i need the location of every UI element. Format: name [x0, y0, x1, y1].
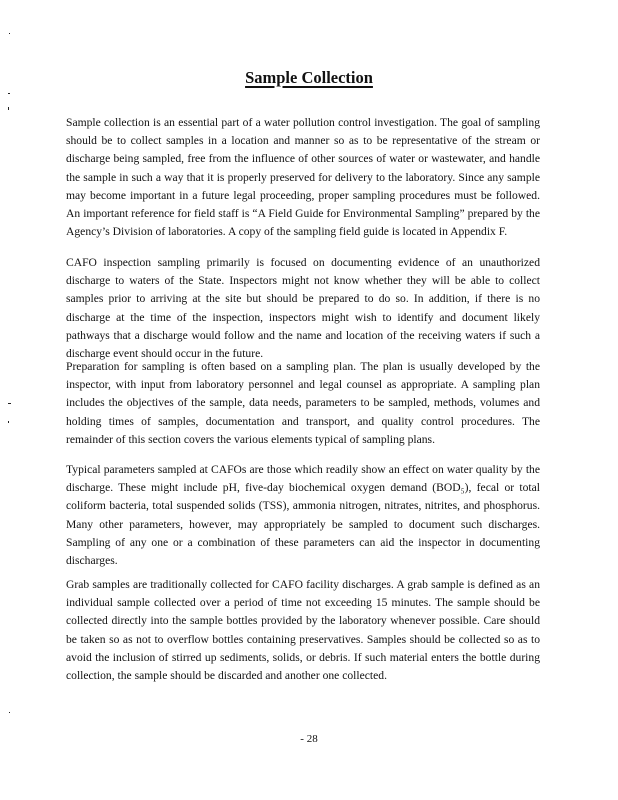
scan-artifact	[9, 33, 10, 34]
scan-artifact	[8, 107, 9, 110]
page-number: - 28	[300, 733, 318, 745]
scan-artifact	[8, 421, 9, 423]
page-title: Sample Collection	[245, 68, 373, 87]
scan-artifact	[9, 712, 10, 713]
paragraph-grab-samples: Grab samples are traditionally collected for CAFO facility discharges. A grab sample is defined as an individual sample collected over a period of time not exceeding 15 minutes. The sample should be collected directly into the sample bottles provided by the laboratory whenever possible. Care should be taken so as not to overflow bottles containing preservatives. Samples should be collected so as to avoid the inclusion of stirred up sediments, solids, or debris. If such material enters the bottle during collection, the sample should be discarded and another one collected.	[66, 578, 540, 683]
paragraph-typical-parameters: Typical parameters sampled at CAFOs are those which readily show an effect on water quality by the discharge. These might include pH, five-day biochemical oxygen demand (BOD₅), fecal or total coliform bacteria, total suspended solids (TSS), ammonia nitrogen, nitrates, nitrites, and phosphorus. Many other parameters, however, may appropriately be sampled to document such discharges. Sampling of any one or a combination of these parameters can aid the inspector in documenting discharges.	[66, 463, 540, 568]
scan-artifact	[8, 403, 11, 404]
paragraph-intro: Sample collection is an essential part of a water pollution control investigation. The goal of sampling should be to collect samples in a location and manner so as to be representative of the stream or discharge being sampled, free from the influence of other sources of water or wastewater, and handle the sample in such a way that it is properly preserved for delivery to the laboratory. Since any sample may become important in a future legal proceeding, proper sampling procedures must be followed. An important reference for field staff is “A Field Guide for Environmental Sampling” prepared by the Agency’s Division of laboratories. A copy of the sampling field guide is located in Appendix F.	[66, 116, 540, 239]
scan-artifact	[8, 93, 10, 94]
paragraph-cafo-inspection: CAFO inspection sampling primarily is focused on documenting evidence of an unauthorized discharge to waters of the State. Inspectors might not know whether they will be able to collect samples prior to arriving at the site but should be prepared to do so. In addition, if there is no discharge at the time of the inspection, inspectors might wish to identify and document likely pathways that a discharge would follow and the name and location of the receiving waters if such a discharge event should occur in the future.	[66, 256, 540, 361]
paragraph-sampling-plan: Preparation for sampling is often based on a sampling plan. The plan is usually developed by the inspector, with input from laboratory personnel and legal counsel as appropriate. A sampling plan includes the objectives of the sample, data needs, parameters to be sampled, methods, volumes and holding times of samples, documentation and transport, and quality control procedures. The remainder of this section covers the various elements typical of sampling plans.	[66, 360, 540, 446]
